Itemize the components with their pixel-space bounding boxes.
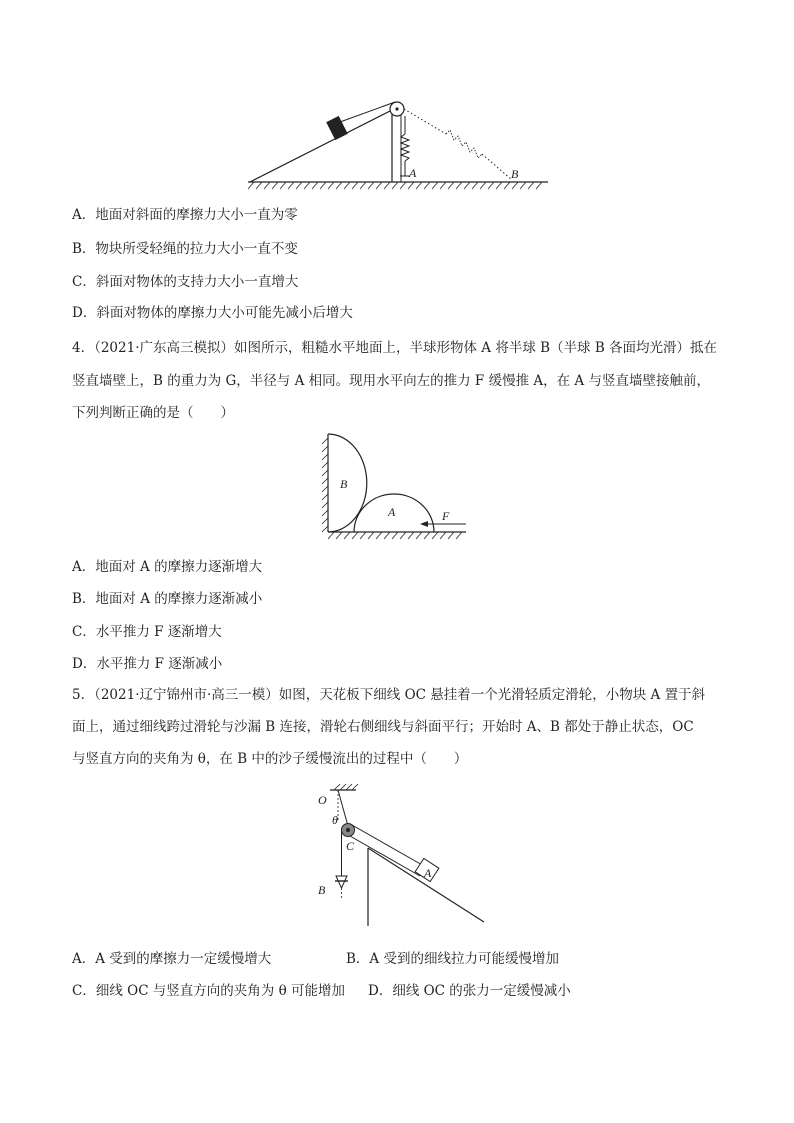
q4-stem-line-1: 4．（2021·广东高三模拟）如图所示，粗糙水平地面上，半球形物体 A 将半球 B（半球 B 各面均光滑）抵在 [72, 340, 718, 356]
q4-option-b: B．地面对 A 的摩擦力逐渐减小 [72, 591, 263, 607]
q3-option-b: B．物块所受轻绳的拉力大小一直不变 [72, 241, 298, 257]
q4-label-a: A [388, 505, 396, 519]
q5-stem-line-3: 与竖直方向的夹角为 θ，在 B 中的沙子缓慢流出的过程中（ ） [72, 751, 468, 767]
q4-label-f: F [442, 509, 450, 523]
q3-option-d: D．斜面对物体的摩擦力大小可能先减小后增大 [72, 305, 353, 321]
q5-label-a: A [424, 866, 432, 880]
q4-stem-line-3: 下列判断正确的是（ ） [72, 405, 234, 421]
q4-label-b: B [340, 477, 348, 491]
q5-stem-line-2: 面上，通过细线跨过滑轮与沙漏 B 连接，滑轮右侧细线与斜面平行；开始时 A、B 都处于静止状态，OC [72, 719, 694, 735]
q4-option-d: D．水平推力 F 逐渐减小 [72, 656, 223, 672]
q3-figure [240, 92, 560, 192]
q5-label-b: B [318, 883, 326, 897]
q3-label-b: B [511, 167, 519, 181]
q5-label-o: O [318, 793, 327, 807]
q4-option-a: A．地面对 A 的摩擦力逐渐增大 [72, 559, 263, 575]
q3-option-a: A．地面对斜面的摩擦力大小一直为零 [72, 207, 298, 223]
q5-label-c: C [346, 839, 355, 853]
q5-option-b: B．A 受到的细线拉力可能缓慢增加 [346, 951, 559, 967]
q4-stem-line-2: 竖直墙壁上，B 的重力为 G，半径与 A 相同。现用水平向左的推力 F 缓慢推 A，在 A 与竖直墙壁接触前， [72, 373, 710, 389]
q5-label-theta: θ [332, 813, 338, 827]
q5-figure [300, 780, 500, 930]
q5-option-a: A．A 受到的摩擦力一定缓慢增大 [72, 951, 272, 967]
q4-option-c: C．水平推力 F 逐渐增大 [72, 624, 222, 640]
q5-option-d: D．细线 OC 的张力一定缓慢减小 [368, 983, 571, 999]
q3-label-a: A [409, 166, 417, 180]
q5-option-c: C．细线 OC 与竖直方向的夹角为 θ 可能增加 [72, 983, 346, 999]
q4-figure [316, 430, 476, 548]
q5-stem-line-1: 5．（2021·辽宁锦州市·高三一模）如图，天花板下细线 OC 悬挂着一个光滑轻质定滑轮，小物块 A 置于斜 [72, 687, 706, 703]
q3-option-c: C．斜面对物体的支持力大小一直增大 [72, 274, 299, 290]
